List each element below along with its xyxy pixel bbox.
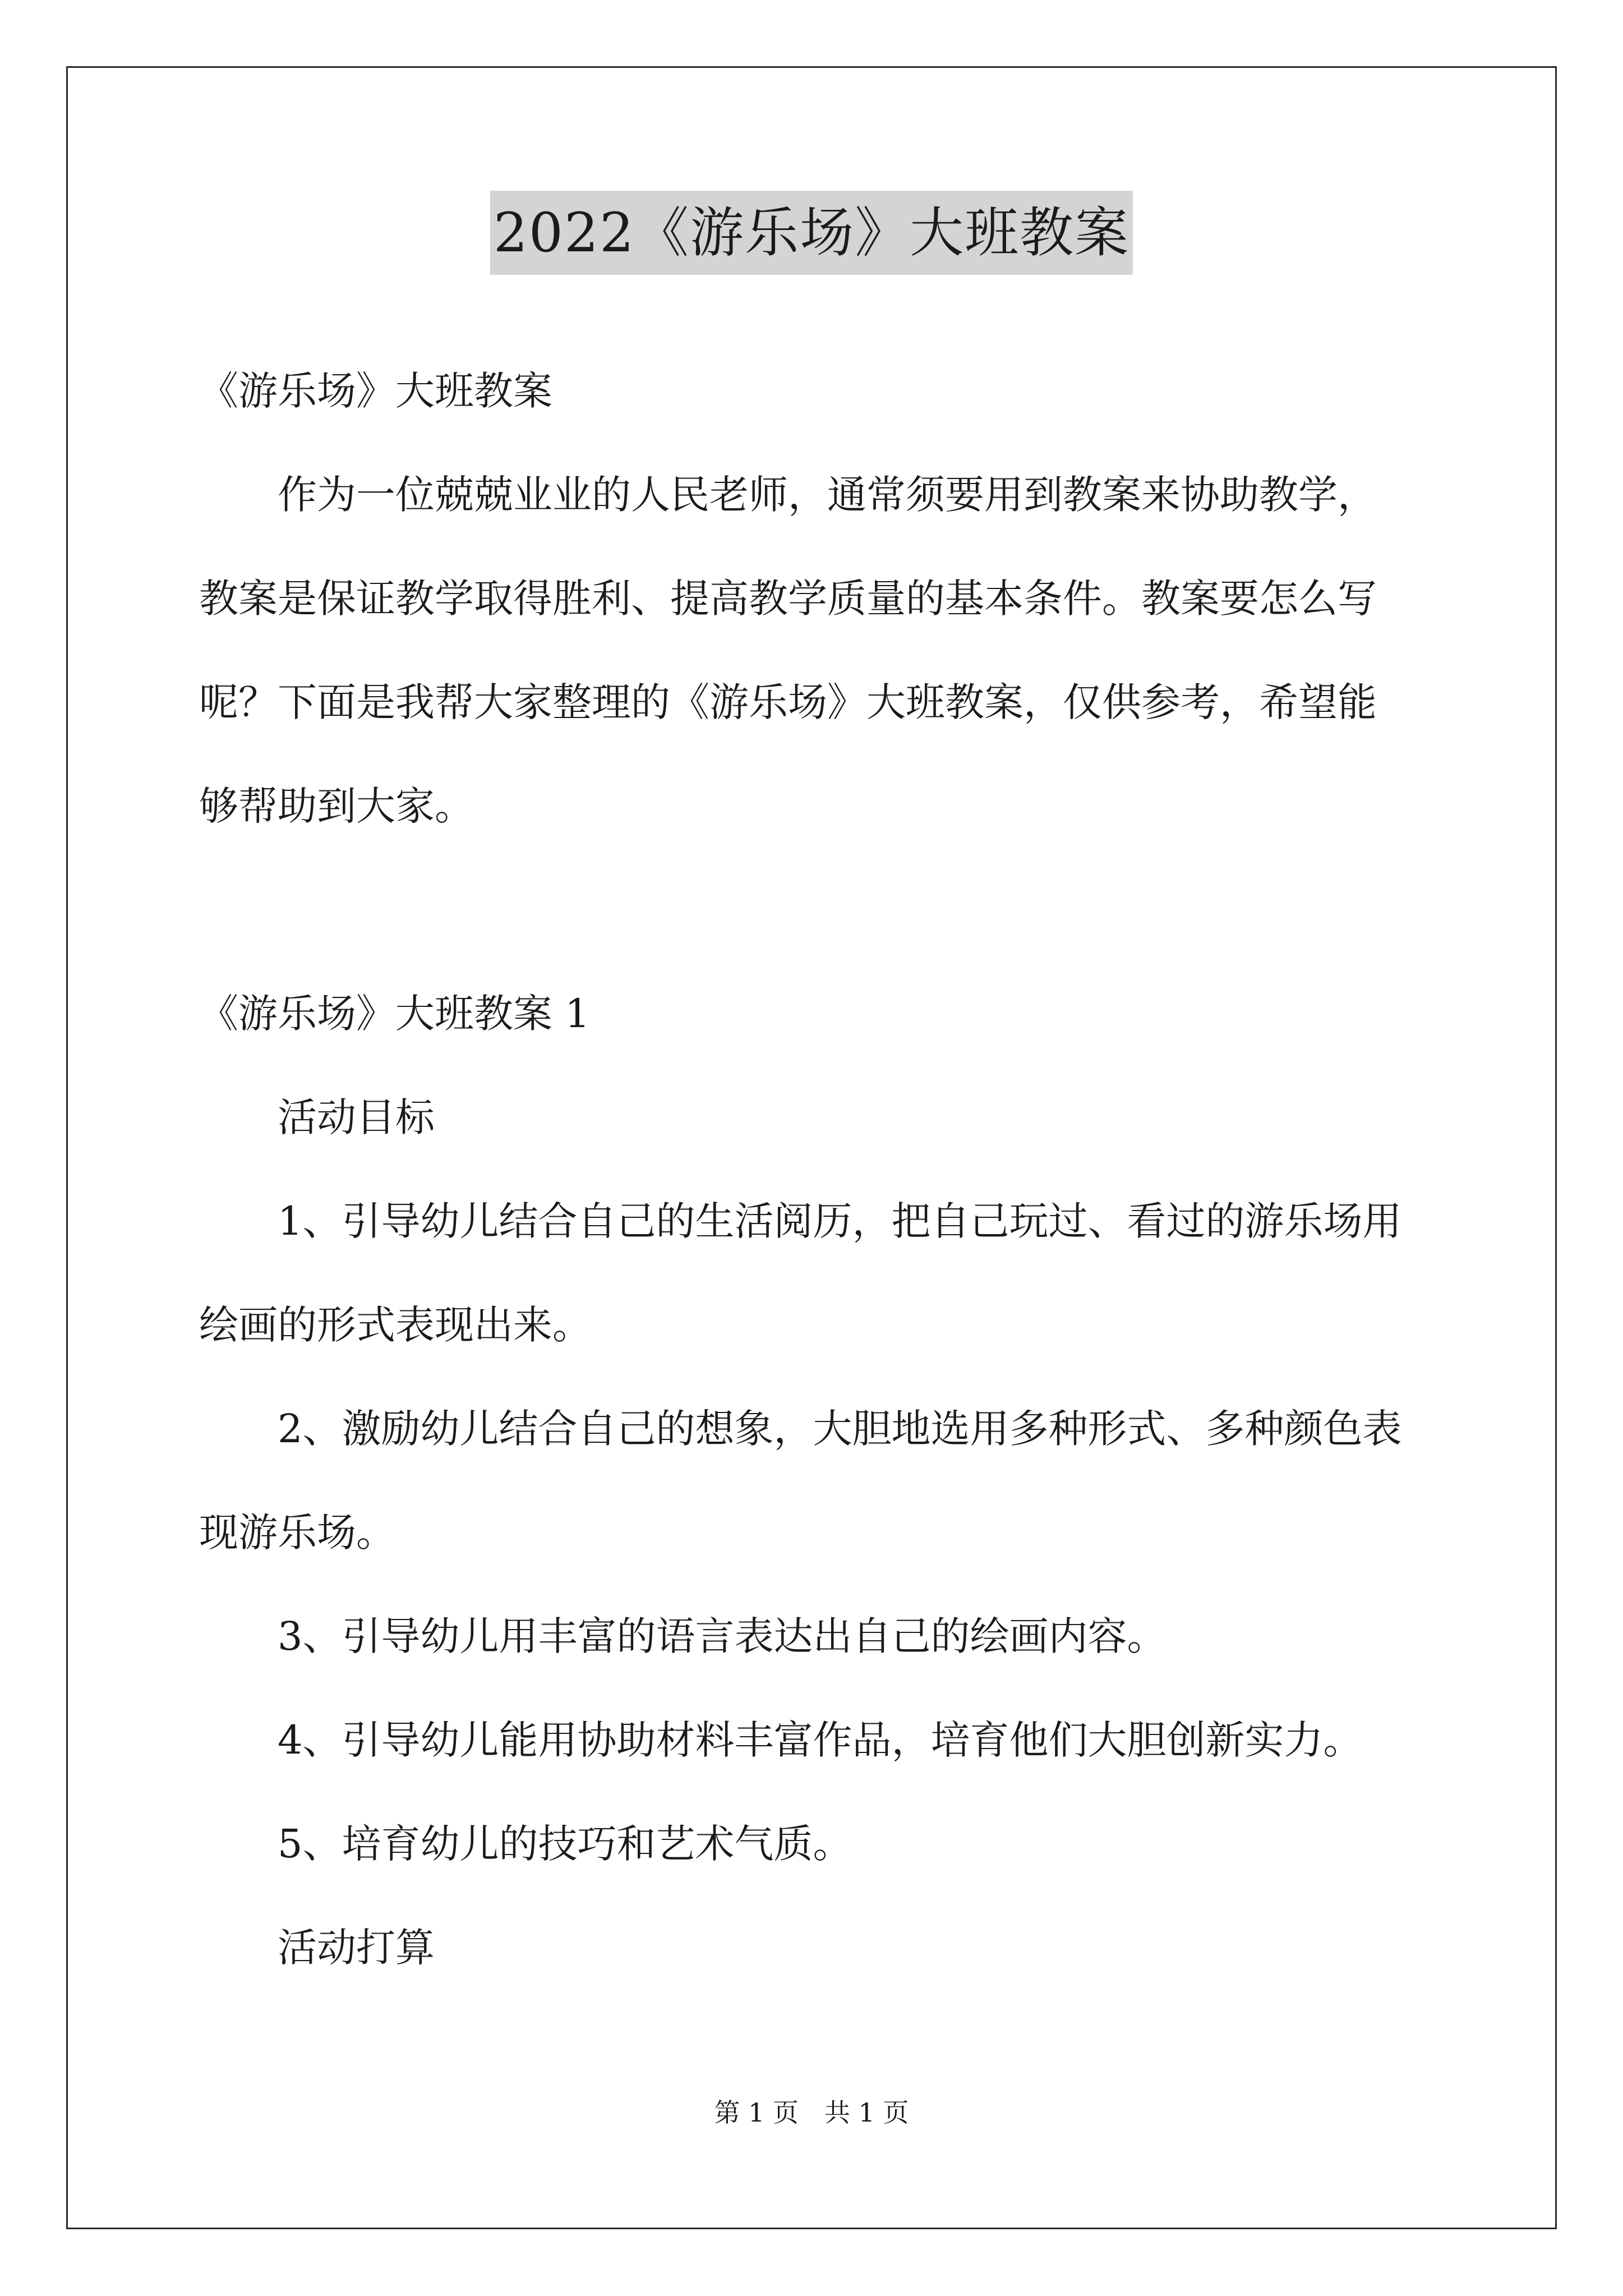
goals-heading: 活动目标 [278,1094,435,1140]
goal-item-1: 1、引导幼儿结合自己的生活阅历，把自己玩过、看过的游乐场用 [278,1198,1402,1244]
paragraph-gap [199,858,1433,962]
page-footer [0,2092,1623,2129]
goal-item-4: 4、引导幼儿能用协助材料丰富作品，培育他们大胆创新实力。 [278,1717,1363,1763]
intro-line: 教案是保证教学取得胜利、提高教学质量的基本条件。教案要怎么写 [199,576,1377,622]
document-body [199,339,1433,2000]
intro-line: 够帮助到大家。 [199,783,474,829]
document-subtitle: 《游乐场》大班教案 [199,368,552,414]
title-container [0,191,1623,275]
document-title: 2022《游乐场》大班教案 [490,191,1133,275]
goal-item-3: 3、引导幼儿用丰富的语言表达出自己的绘画内容。 [278,1613,1166,1659]
goal-item-2-continued: 现游乐场。 [199,1510,395,1556]
page-number: 第 1 页 共 1 页 [714,2097,909,2128]
prep-heading: 活动打算 [278,1925,435,1971]
section-heading: 《游乐场》大班教案 1 [199,991,590,1037]
goal-item-5: 5、培育幼儿的技巧和艺术气质。 [278,1821,852,1867]
goal-item-2: 2、激励幼儿结合自己的想象，大胆地选用多种形式、多种颜色表 [278,1406,1402,1452]
goal-item-1-continued: 绘画的形式表现出来。 [199,1302,592,1348]
intro-line: 作为一位兢兢业业的人民老师，通常须要用到教案来协助教学， [278,472,1377,518]
intro-line: 呢？下面是我帮大家整理的《游乐场》大班教案，仅供参考，希望能 [199,679,1377,725]
